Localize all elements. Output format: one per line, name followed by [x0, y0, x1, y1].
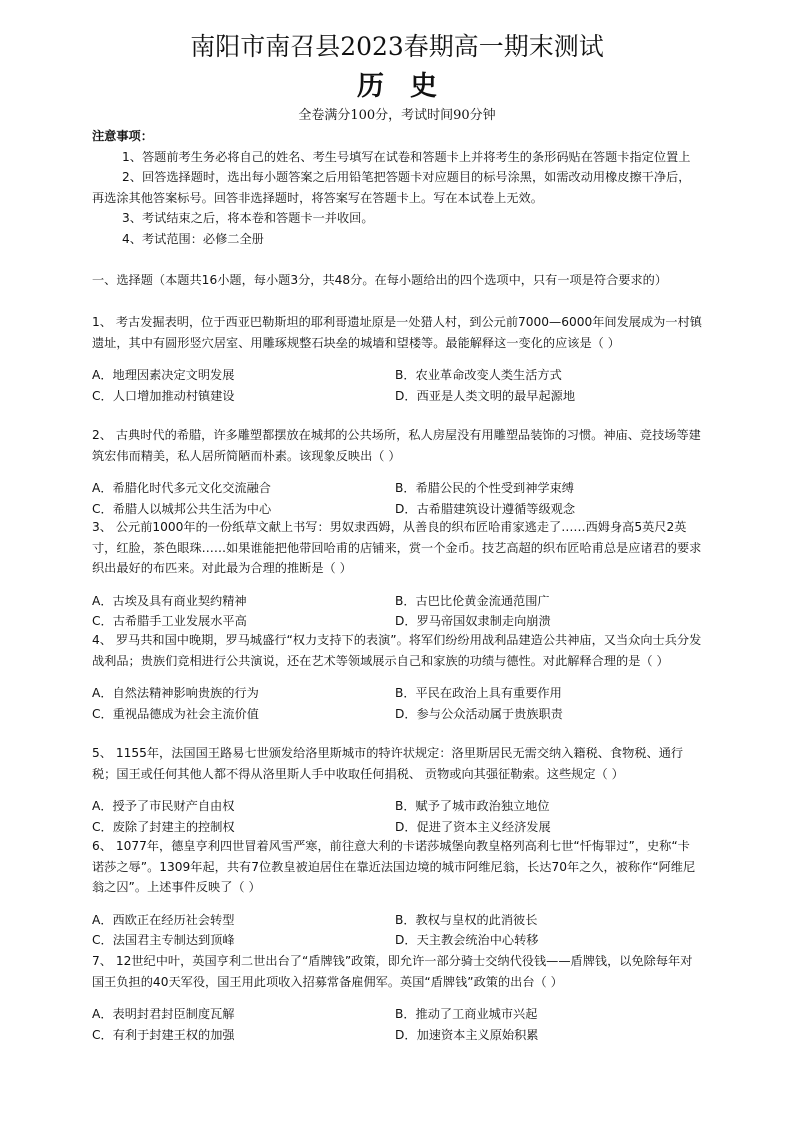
- option-b: B．教权与皇权的此消彼长: [395, 912, 538, 927]
- option-c: C．废除了封建主的控制权: [92, 819, 235, 834]
- question-5: [92, 743, 702, 837]
- option-b: B．古巴比伦黄金流通范围广: [395, 593, 550, 608]
- question-stem: 5、 1155年，法国国王路易七世颁发给洛里斯城市的特许状规定：洛里斯居民无需交纳入籍税、食物税、通行税；国王或任何其他人都不得从洛里斯人手中收取任何捐税、 贡物或向其强征勒索。这些规定（ ）: [92, 746, 684, 781]
- exam-title: 南阳市南召县2023春期高一期末测试: [190, 32, 604, 61]
- section-heading: 一、选择题（本题共16小题，每小题3分，共48分。在每小题给出的四个选项中，只有一项是符合要求的）: [92, 273, 668, 287]
- options-grid: [92, 1004, 702, 1045]
- note-item: 1、答题前考生务必将自己的姓名、考生号填写在试卷和答题卡上并将考生的条形码贴在答题卡指定位置上: [122, 149, 691, 164]
- question-stem: 7、 12世纪中叶，英国亨利二世出台了“盾牌钱”政策，即允许一部分骑士交纳代役钱——盾牌钱，以免除每年对国王负担的40天军役，国王用此项收入招募常备雇佣军。英国“盾牌钱”政策的出台（ ）: [92, 954, 693, 989]
- option-d: D．罗马帝国奴隶制走向崩溃: [395, 614, 551, 628]
- option-d: D．参与公众活动属于贵族职责: [395, 706, 563, 721]
- option-a: A．表明封君封臣制度瓦解: [92, 1007, 235, 1021]
- option-a: A．地理因素决定文明发展: [92, 368, 235, 382]
- option-b: B．农业革命改变人类生活方式: [395, 368, 562, 382]
- note-item: 3、考试结束之后，将本卷和答题卡一并收回。: [122, 211, 374, 225]
- option-c: C．有利于封建王权的加强: [92, 1027, 235, 1042]
- option-a: A．自然法精神影响贵族的行为: [92, 686, 259, 700]
- option-d: D．促进了资本主义经济发展: [395, 819, 551, 834]
- option-a: A．授予了市民财产自由权: [92, 799, 235, 813]
- note-item: 2、回答选择题时，选出每小题答案之后用铅笔把答题卡对应题目的标号涂黑，如需改动用橡皮擦干净后，再选涂其他答案标号。回答非选择题时，将答案写在答题卡上。写在本试卷上无效。: [92, 170, 691, 205]
- options-grid: [92, 591, 702, 632]
- options-grid: [92, 683, 702, 724]
- exam-info: 全卷满分100分，考试时间90分钟: [298, 108, 496, 123]
- question-stem: 6、 1077年，德皇亨利四世冒着风雪严寒，前往意大利的卡诺莎城堡向教皇格列高利七世“忏悔罪过”，史称“卡诺莎之辱”。1309年起，共有7位教皇被迫居住在靠近法国边境的城市阿维尼翁，长达70年之久，被称作“阿维尼翁之囚”。上述事件反映了（ ）: [92, 839, 696, 894]
- subject-title: 历史: [357, 71, 463, 102]
- question-stem: 3、 公元前1000年的一份纸草文献上书写：男奴隶西姆，从善良的织布匠哈甫家逃走了……西姆身高5英尺2英寸，红脸，茶色眼珠……如果谁能把他带回哈甫的店铺来，赏一个金币。技艺高超的织布匠哈甫总是应诸君的要求织出最好的布匹来。对此最为合理的推断是（ ）: [92, 520, 702, 575]
- question-4: [92, 630, 702, 724]
- notes-title: 注意事项：: [92, 129, 153, 143]
- options-grid: [92, 910, 702, 951]
- option-a: A．希腊化时代多元文化交流融合: [92, 481, 271, 495]
- option-d: D．西亚是人类文明的最早起源地: [395, 388, 576, 403]
- question-stem: 2、 古典时代的希腊，许多雕塑都摆放在城邦的公共场所，私人房屋没有用雕塑品装饰的习惯。神庙、竞技场等建筑宏伟而精美，私人居所简陋而朴素。该现象反映出（ ）: [92, 428, 701, 463]
- option-d: D．天主教会统治中心转移: [395, 933, 539, 947]
- question-1: [92, 312, 702, 406]
- option-a: A．西欧正在经历社会转型: [92, 912, 235, 927]
- option-b: B．赋予了城市政治独立地位: [395, 799, 550, 813]
- question-stem: 4、 罗马共和国中晚期，罗马城盛行“权力支持下的表演”。将军们纷纷用战利品建造公共神庙，又当众向士兵分发战利品；贵族们竞相进行公共演说，还在艺术等领域展示自己和家族的功绩与德性。对此解释合理的是（ ）: [92, 633, 702, 668]
- notes-section: [92, 126, 702, 249]
- option-c: C．法国君主专制达到顶峰: [92, 933, 235, 947]
- option-c: C．人口增加推动村镇建设: [92, 388, 235, 403]
- option-b: B．平民在政治上具有重要作用: [395, 686, 562, 700]
- options-grid: [92, 365, 702, 406]
- question-stem: 1、 考古发掘表明，位于西亚巴勒斯坦的耶利哥遗址原是一处猎人村，到公元前7000—6000年间发展成为一村镇遗址，其中有圆形竖穴居室、用雕琢规整石块垒的城墙和望楼等。最能解释这一变化的应该是（ ）: [92, 315, 702, 350]
- option-c: C．重视品德成为社会主流价值: [92, 706, 259, 721]
- option-a: A．古埃及具有商业契约精神: [92, 593, 247, 608]
- option-d: D．古希腊建筑设计遵循等级观念: [395, 501, 576, 516]
- section-choice: [92, 270, 702, 291]
- question-3: [92, 517, 702, 632]
- option-b: B．希腊公民的个性受到神学束缚: [395, 481, 574, 495]
- option-b: B．推动了工商业城市兴起: [395, 1007, 538, 1021]
- note-item: 4、考试范围：必修二全册: [122, 231, 264, 246]
- option-d: D．加速资本主义原始积累: [395, 1027, 539, 1042]
- option-c: C．希腊人以城邦公共生活为中心: [92, 501, 272, 516]
- option-c: C．古希腊手工业发展水平高: [92, 614, 247, 628]
- question-7: [92, 951, 702, 1045]
- question-6: [92, 836, 702, 951]
- options-grid: [92, 478, 702, 519]
- question-2: [92, 425, 702, 519]
- options-grid: [92, 796, 702, 837]
